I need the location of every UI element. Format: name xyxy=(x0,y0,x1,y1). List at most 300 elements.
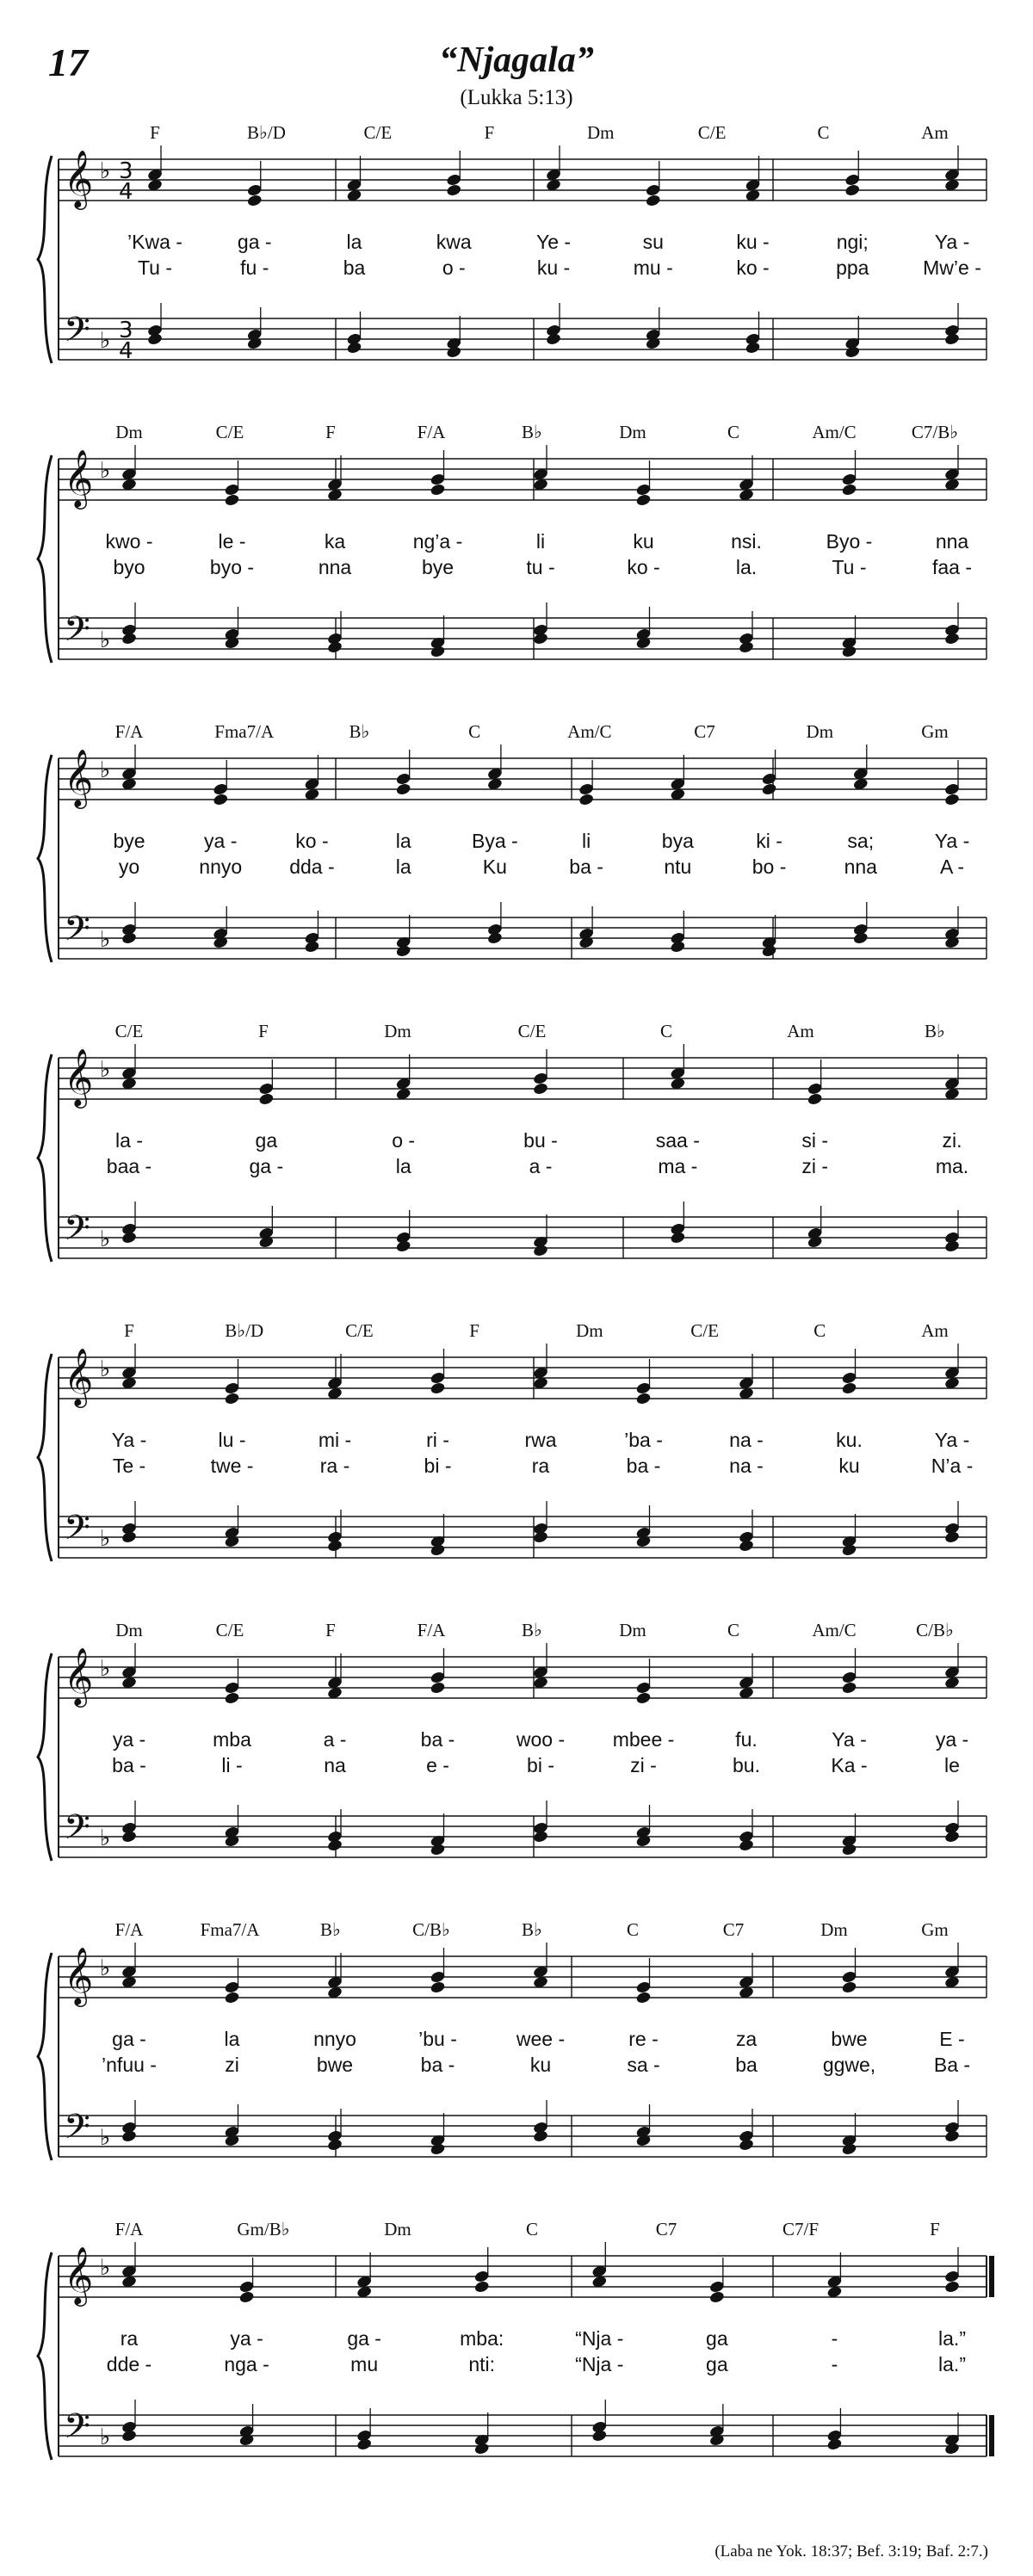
lyric-verse-1: lu - xyxy=(218,1429,246,1451)
bass-note-head xyxy=(591,2429,608,2443)
treble-clef-icon: 𝄞 xyxy=(64,748,94,806)
chord-symbol: Dm xyxy=(820,1919,848,1940)
score-system xyxy=(0,420,1033,713)
final-barline xyxy=(989,2256,994,2297)
lyric-verse-1: “Nja - xyxy=(575,2327,624,2350)
bass-note-head xyxy=(670,1231,686,1245)
staff-graphics xyxy=(0,1019,1033,1312)
lyric-verse-1: ki - xyxy=(756,830,782,852)
lyric-verse-1: ngi; xyxy=(836,231,869,253)
lyric-verse-2: byo xyxy=(113,556,145,578)
lyric-verse-1: nnyo xyxy=(313,2028,356,2050)
bass-clef-icon: 𝄢 xyxy=(64,310,90,358)
treble-note-head xyxy=(761,782,777,796)
bass-note-head xyxy=(533,1244,549,1257)
lyric-verse-1: ya - xyxy=(204,830,238,852)
lyric-verse-1: Ya - xyxy=(934,830,970,852)
lyric-verse-2: bye xyxy=(421,556,455,578)
treble-note-head xyxy=(533,1082,549,1096)
chord-symbol: B♭/D xyxy=(225,1320,264,1341)
chord-symbol: Gm xyxy=(921,721,949,742)
key-flat-icon: ♭ xyxy=(100,2255,111,2281)
lyric-verse-2: faa - xyxy=(931,556,973,578)
lyric-verse-1: mi - xyxy=(318,1429,352,1451)
lyric-verse-2: ba xyxy=(735,2054,758,2076)
lyric-verse-1: la xyxy=(395,830,411,852)
key-flat-icon: ♭ xyxy=(100,328,111,354)
key-flat-icon: ♭ xyxy=(100,1825,111,1851)
lyric-verse-2: ma - xyxy=(658,1155,698,1177)
lyric-verse-2: yo xyxy=(118,856,140,878)
bass-note-head xyxy=(473,2442,490,2456)
bass-clef-icon: 𝄢 xyxy=(64,909,90,957)
chord-symbol: B♭/D xyxy=(246,122,286,143)
chord-symbol: F xyxy=(258,1021,269,1041)
bass-note-head xyxy=(304,940,320,954)
chord-symbol: C7/F xyxy=(782,2219,820,2239)
lyric-verse-1: le - xyxy=(218,530,246,553)
lyric-verse-1: ra xyxy=(120,2327,139,2350)
chord-symbol: B♭ xyxy=(522,1620,542,1640)
key-flat-icon: ♭ xyxy=(100,1526,111,1552)
lyric-verse-2: le xyxy=(944,1754,960,1776)
key-flat-icon: ♭ xyxy=(100,2125,111,2151)
lyric-verse-2: ba - xyxy=(569,856,603,878)
chord-symbol: Am/C xyxy=(567,721,612,742)
lyric-verse-2: ba xyxy=(343,256,366,279)
score-system xyxy=(0,1319,1033,1611)
lyric-verse-1: nna xyxy=(935,530,969,553)
bass-note-head xyxy=(841,645,857,658)
lyric-verse-1: ko - xyxy=(295,830,329,852)
treble-note-head xyxy=(430,1381,446,1395)
bass-note-head xyxy=(739,1838,755,1852)
lyric-verse-1: Bya - xyxy=(472,830,518,852)
lyric-verse-2: - xyxy=(831,2353,838,2375)
chord-symbol: F/A xyxy=(114,2219,144,2239)
bass-note-head xyxy=(841,1843,857,1856)
key-flat-icon: ♭ xyxy=(100,927,111,953)
lyric-verse-1: Byo - xyxy=(826,530,873,553)
lyric-verse-2: ma. xyxy=(935,1155,969,1177)
lyric-verse-1: mbee - xyxy=(612,1728,675,1751)
bass-note-head xyxy=(944,632,961,646)
chord-symbol: C7/B♭ xyxy=(911,422,959,442)
bass-note-head xyxy=(944,2129,961,2143)
lyric-verse-1: re - xyxy=(628,2028,659,2050)
lyric-verse-2: sa - xyxy=(627,2054,660,2076)
chord-symbol: Dm xyxy=(806,721,834,742)
chord-symbol: C xyxy=(525,2219,539,2239)
chord-symbol: Am/C xyxy=(812,1620,857,1640)
chord-symbol: C xyxy=(626,1919,640,1940)
lyric-verse-2: fu - xyxy=(240,256,269,279)
lyric-verse-1: kwa xyxy=(436,231,472,253)
lyric-verse-2: dde - xyxy=(106,2353,152,2375)
treble-note-head xyxy=(430,1681,446,1695)
chord-symbol: Dm xyxy=(384,2219,411,2239)
chord-symbol: C xyxy=(659,1021,673,1041)
lyric-verse-2: Te - xyxy=(112,1455,146,1477)
lyric-verse-1: la - xyxy=(115,1129,143,1152)
chord-symbol: C/E xyxy=(697,122,727,143)
lyric-verse-1: la xyxy=(346,231,362,253)
treble-note-head xyxy=(841,1980,857,1994)
score-system xyxy=(0,720,1033,1012)
time-signature-top: 3 xyxy=(119,318,133,343)
lyric-verse-1: ku xyxy=(633,530,654,553)
treble-note-head xyxy=(395,782,411,796)
treble-note-head xyxy=(430,1980,446,1994)
lyric-verse-1: ng’a - xyxy=(412,530,463,553)
chord-symbol: C/E xyxy=(690,1320,719,1341)
chord-symbol: Am/C xyxy=(812,422,857,442)
lyric-verse-2: e - xyxy=(426,1754,449,1776)
lyric-verse-2: zi - xyxy=(630,1754,657,1776)
lyric-verse-1: ya - xyxy=(112,1728,146,1751)
chord-symbol: C/E xyxy=(215,422,244,442)
chord-symbol: C/B♭ xyxy=(412,1919,450,1940)
chord-symbol: Am xyxy=(921,1320,949,1341)
treble-clef-icon: 𝄞 xyxy=(64,1646,94,1705)
lyric-verse-2: bi - xyxy=(527,1754,554,1776)
score-system xyxy=(0,1918,1033,2210)
treble-note-head xyxy=(841,483,857,497)
lyric-verse-1: bu - xyxy=(523,1129,558,1152)
bass-note-head xyxy=(121,2429,138,2443)
bass-note-head xyxy=(739,2138,755,2152)
lyric-verse-1: ga xyxy=(706,2327,728,2350)
lyric-verse-2: ku xyxy=(838,1455,860,1477)
score-system xyxy=(0,1019,1033,1312)
lyric-verse-1: bye xyxy=(113,830,145,852)
lyric-verse-2: a - xyxy=(529,1155,553,1177)
bass-note-head xyxy=(395,1239,411,1253)
lyric-verse-2: dda - xyxy=(289,856,335,878)
lyric-verse-1: bya xyxy=(661,830,694,852)
bass-note-head xyxy=(430,645,446,658)
key-flat-icon: ♭ xyxy=(100,1656,111,1682)
lyric-verse-1: li xyxy=(535,530,546,553)
chord-symbol: Am xyxy=(787,1021,814,1041)
footer-references: (Laba ne Yok. 18:37; Bef. 3:19; Baf. 2:7.) xyxy=(714,2542,988,2561)
lyric-verse-1: rwa xyxy=(524,1429,557,1451)
bass-note-head xyxy=(761,944,777,958)
treble-note-head xyxy=(213,793,229,806)
chord-symbol: Fma7/A xyxy=(214,721,275,742)
lyric-verse-1: ya - xyxy=(935,1728,969,1751)
lyric-verse-2: bu. xyxy=(733,1754,760,1776)
lyric-verse-2: mu xyxy=(350,2353,379,2375)
lyric-verse-2: nti: xyxy=(468,2353,496,2375)
treble-note-head xyxy=(446,183,462,197)
lyric-verse-2: Ba - xyxy=(933,2054,971,2076)
treble-note-head xyxy=(841,1381,857,1395)
system-brace xyxy=(38,1354,52,1561)
chord-symbol: C xyxy=(468,721,481,742)
bass-note-head xyxy=(944,332,961,346)
lyric-verse-1: bwe xyxy=(831,2028,868,2050)
staff-graphics xyxy=(0,420,1033,713)
chord-symbol: C7 xyxy=(655,2219,677,2239)
treble-note-head xyxy=(844,183,861,197)
lyric-verse-2: la xyxy=(395,856,411,878)
chord-symbol: F xyxy=(930,2219,940,2239)
treble-clef-icon: 𝄞 xyxy=(64,1347,94,1405)
lyric-verse-1: si - xyxy=(801,1129,828,1152)
lyric-verse-1: su xyxy=(642,231,664,253)
lyric-verse-2: Tu - xyxy=(832,556,867,578)
lyric-verse-1: Ye - xyxy=(535,231,572,253)
bass-note-head xyxy=(739,1539,755,1553)
chord-symbol: Dm xyxy=(115,422,143,442)
bass-note-head xyxy=(121,1830,138,1844)
lyric-verse-1: ’ba - xyxy=(624,1429,663,1451)
time-signature-bottom: 4 xyxy=(119,179,133,205)
treble-note-head xyxy=(944,793,961,806)
chord-symbol: B♭ xyxy=(349,721,370,742)
lyric-verse-2: Mw’e - xyxy=(923,256,981,279)
lyric-verse-2: ba - xyxy=(112,1754,146,1776)
chord-symbol: C xyxy=(813,1320,826,1341)
bass-note-head xyxy=(852,931,869,945)
hymn-title: “Njagala” xyxy=(439,40,594,80)
treble-note-head xyxy=(807,1092,823,1106)
system-brace xyxy=(38,755,52,962)
scripture-reference: (Lukka 5:13) xyxy=(460,86,573,109)
lyric-verse-1: Ya - xyxy=(111,1429,147,1451)
bass-note-head xyxy=(745,341,761,355)
chord-symbol: B♭ xyxy=(522,1919,542,1940)
lyric-verse-2: baa - xyxy=(106,1155,152,1177)
lyric-verse-2: ’nfuu - xyxy=(102,2054,157,2076)
key-flat-icon: ♭ xyxy=(100,1057,111,1083)
lyric-verse-2: la.” xyxy=(938,2353,966,2375)
bass-note-head xyxy=(533,1830,549,1844)
chord-symbol: Gm xyxy=(921,1919,949,1940)
final-barline xyxy=(989,2415,994,2456)
treble-clef-icon: 𝄞 xyxy=(64,1047,94,1106)
lyric-verse-1: E - xyxy=(939,2028,965,2050)
treble-note-head xyxy=(224,493,240,507)
treble-note-head xyxy=(224,1691,240,1705)
lyric-verse-2: ra xyxy=(531,1455,550,1477)
treble-note-head xyxy=(224,1392,240,1405)
treble-note-head xyxy=(841,1681,857,1695)
system-brace xyxy=(38,2252,52,2460)
chord-symbol: C/E xyxy=(345,1320,374,1341)
lyric-verse-1: ku - xyxy=(736,231,770,253)
bass-note-head xyxy=(533,2129,549,2143)
chord-symbol: Dm xyxy=(384,1021,411,1041)
lyric-verse-2: ko - xyxy=(736,256,770,279)
system-brace xyxy=(38,156,52,363)
lyric-verse-2: ntu xyxy=(664,856,692,878)
chord-symbol: F/A xyxy=(114,721,144,742)
hymn-number: 17 xyxy=(48,40,88,84)
chord-symbol: C/E xyxy=(215,1620,244,1640)
chord-symbol: Am xyxy=(921,122,949,143)
treble-note-head xyxy=(635,493,652,507)
score-system xyxy=(0,120,1033,413)
key-flat-icon: ♭ xyxy=(100,627,111,653)
lyric-verse-1: a - xyxy=(323,1728,347,1751)
treble-note-head xyxy=(635,1392,652,1405)
chord-symbol: F/A xyxy=(114,1919,144,1940)
lyric-verse-2: zi xyxy=(225,2054,239,2076)
lyric-verse-2: twe - xyxy=(210,1455,254,1477)
lyric-verse-2: ku xyxy=(529,2054,552,2076)
key-flat-icon: ♭ xyxy=(100,1226,111,1252)
bass-note-head xyxy=(327,1539,343,1553)
key-flat-icon: ♭ xyxy=(100,1955,111,1981)
lyric-verse-1: woo - xyxy=(516,1728,566,1751)
chord-symbol: Dm xyxy=(115,1620,143,1640)
lyric-verse-1: sa; xyxy=(847,830,875,852)
bass-note-head xyxy=(121,1231,138,1245)
bass-note-head xyxy=(356,2437,373,2451)
chord-symbol: F/A xyxy=(417,1620,446,1640)
lyric-verse-1: la xyxy=(224,2028,240,2050)
bass-note-head xyxy=(121,1530,138,1544)
lyric-verse-2: byo - xyxy=(209,556,255,578)
lyric-verse-1: li xyxy=(581,830,591,852)
lyric-verse-2: zi - xyxy=(801,1155,828,1177)
treble-note-head xyxy=(224,1991,240,2005)
chord-symbol: Gm/B♭ xyxy=(237,2219,290,2239)
lyric-verse-1: ga xyxy=(255,1129,278,1152)
treble-note-head xyxy=(258,1092,275,1106)
chord-symbol: Dm xyxy=(576,1320,603,1341)
lyric-verse-1: ga - xyxy=(347,2327,381,2350)
chord-symbol: Dm xyxy=(586,122,615,143)
lyric-verse-1: ba - xyxy=(420,1728,455,1751)
key-flat-icon: ♭ xyxy=(100,158,111,184)
lyric-verse-1: ku. xyxy=(836,1429,863,1451)
bass-note-head xyxy=(327,1838,343,1852)
lyric-verse-1: mba: xyxy=(460,2327,504,2350)
treble-note-head xyxy=(238,2290,255,2304)
bass-note-head xyxy=(844,345,861,359)
system-brace xyxy=(38,1953,52,2160)
bass-note-head xyxy=(121,2129,138,2143)
lyric-verse-1: saa - xyxy=(655,1129,700,1152)
bass-note-head xyxy=(430,1543,446,1557)
bass-note-head xyxy=(430,1843,446,1856)
bass-clef-icon: 𝄢 xyxy=(64,2406,90,2455)
lyric-verse-1: ka xyxy=(324,530,346,553)
chord-symbol: B♭ xyxy=(522,422,542,442)
lyric-verse-1: ’Kwa - xyxy=(127,231,182,253)
lyric-verse-1: wee - xyxy=(516,2028,566,2050)
treble-clef-icon: 𝄞 xyxy=(64,448,94,507)
lyric-verse-1: ’bu - xyxy=(418,2028,457,2050)
chord-symbol: C/E xyxy=(363,122,393,143)
bass-note-head xyxy=(944,1830,961,1844)
lyric-verse-2: tu - xyxy=(526,556,555,578)
lyric-verse-2: li - xyxy=(221,1754,243,1776)
bass-note-head xyxy=(486,931,503,945)
lyric-verse-1: za xyxy=(735,2028,758,2050)
lyric-verse-2: ggwe, xyxy=(822,2054,876,2076)
lyric-verse-1: ri - xyxy=(426,1429,449,1451)
time-signature-top: 3 xyxy=(119,158,133,184)
lyric-verse-1: kwo - xyxy=(105,530,153,553)
chord-symbol: C xyxy=(727,422,740,442)
bass-clef-icon: 𝄢 xyxy=(64,1508,90,1556)
treble-note-head xyxy=(430,483,446,497)
lyric-verse-2: ga - xyxy=(249,1155,284,1177)
bass-note-head xyxy=(121,931,138,945)
chord-symbol: B♭ xyxy=(320,1919,341,1940)
bass-clef-icon: 𝄢 xyxy=(64,1208,90,1257)
lyric-verse-2: ra - xyxy=(319,1455,350,1477)
bass-note-head xyxy=(446,345,462,359)
lyric-verse-2: nna xyxy=(318,556,352,578)
lyric-verse-1: zi. xyxy=(942,1129,962,1152)
treble-clef-icon: 𝄞 xyxy=(64,1946,94,2005)
bass-note-head xyxy=(147,332,164,346)
lyric-verse-2: mu - xyxy=(633,256,673,279)
lyric-verse-2: ba - xyxy=(626,1455,661,1477)
lyric-verse-2: la. xyxy=(735,556,758,578)
treble-note-head xyxy=(578,793,595,806)
bass-note-head xyxy=(739,640,755,654)
lyric-verse-2: nnyo xyxy=(199,856,243,878)
lyric-verse-1: mba xyxy=(213,1728,251,1751)
score-system xyxy=(0,1618,1033,1911)
staff-graphics xyxy=(0,1319,1033,1611)
bass-note-head xyxy=(327,2138,343,2152)
lyric-verse-2: Tu - xyxy=(137,256,173,279)
key-flat-icon: ♭ xyxy=(100,1356,111,1382)
chord-symbol: F xyxy=(150,122,160,143)
bass-note-head xyxy=(121,632,138,646)
lyric-verse-2: ko - xyxy=(627,556,660,578)
key-flat-icon: ♭ xyxy=(100,2425,111,2450)
chord-symbol: F xyxy=(325,422,336,442)
chord-symbol: Dm xyxy=(619,1620,646,1640)
chord-symbol: C7 xyxy=(722,1919,745,1940)
bass-note-head xyxy=(546,332,562,346)
chord-symbol: F xyxy=(325,1620,336,1640)
lyric-verse-1: nsi. xyxy=(731,530,762,553)
lyric-verse-1: ya - xyxy=(230,2327,263,2350)
chord-symbol: Fma7/A xyxy=(200,1919,260,1940)
lyric-verse-2: ga xyxy=(706,2353,728,2375)
lyric-verse-2: bo - xyxy=(752,856,787,878)
treble-note-head xyxy=(645,194,661,207)
chord-symbol: C/B♭ xyxy=(916,1620,954,1640)
system-brace xyxy=(38,1653,52,1861)
bass-note-head xyxy=(670,940,686,954)
chord-symbol: F/A xyxy=(417,422,446,442)
lyric-verse-2: nga - xyxy=(224,2353,269,2375)
lyric-verse-1: o - xyxy=(392,1129,416,1152)
lyric-verse-2: A - xyxy=(939,856,965,878)
treble-note-head xyxy=(708,2290,725,2304)
bass-note-head xyxy=(841,1543,857,1557)
treble-note-head xyxy=(635,1691,652,1705)
treble-note-head xyxy=(473,2280,490,2294)
key-flat-icon: ♭ xyxy=(100,458,111,484)
treble-note-head xyxy=(246,194,263,207)
lyric-verse-1: na - xyxy=(729,1429,764,1451)
system-brace xyxy=(38,1054,52,1262)
lyric-verse-2: Ku xyxy=(482,856,507,878)
treble-note-head xyxy=(635,1991,652,2005)
lyric-verse-2: o - xyxy=(442,256,466,279)
